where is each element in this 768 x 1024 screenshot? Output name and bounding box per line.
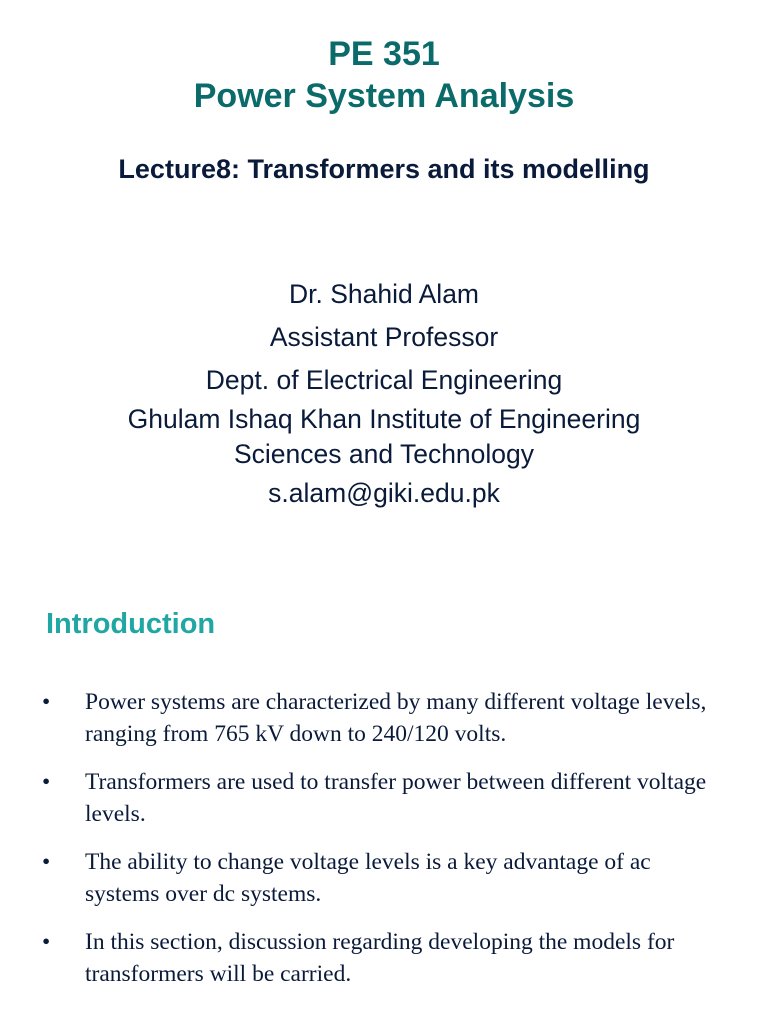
author-department: Dept. of Electrical Engineering <box>205 365 563 395</box>
section-heading: Introduction <box>46 608 216 640</box>
bullet-item <box>0 926 768 990</box>
course-code: PE 351 <box>328 35 440 73</box>
bullet-list <box>0 686 768 1006</box>
bullet-item <box>0 766 768 830</box>
bullet-item <box>0 846 768 910</box>
course-title: Power System Analysis <box>193 77 575 115</box>
bullet-text: Transformers are used to transfer power between different voltage levels. <box>85 769 707 827</box>
bullet-text: Power systems are characterized by many different voltage levels, ranging from 765 kV down to 240/120 volts. <box>85 689 707 747</box>
lecture-title: Lecture8: Transformers and its modelling <box>118 154 650 184</box>
bullet-text: In this section, discussion regarding developing the models for transformers will be carried. <box>85 929 675 987</box>
author-position: Assistant Professor <box>269 322 499 352</box>
author-email: s.alam@giki.edu.pk <box>268 478 500 508</box>
bullet-item <box>0 686 768 750</box>
author-name: Dr. Shahid Alam <box>288 279 480 309</box>
bullet-icon: • <box>42 689 51 715</box>
bullet-icon: • <box>42 769 51 795</box>
author-block <box>0 273 768 515</box>
bullet-icon: • <box>42 849 51 875</box>
author-institute-line2: Sciences and Technology <box>233 439 535 469</box>
bullet-text: The ability to change voltage levels is a key advantage of ac systems over dc systems. <box>85 849 651 907</box>
bullet-icon: • <box>42 929 51 955</box>
author-institute-line1: Ghulam Ishaq Khan Institute of Engineering <box>127 404 641 434</box>
